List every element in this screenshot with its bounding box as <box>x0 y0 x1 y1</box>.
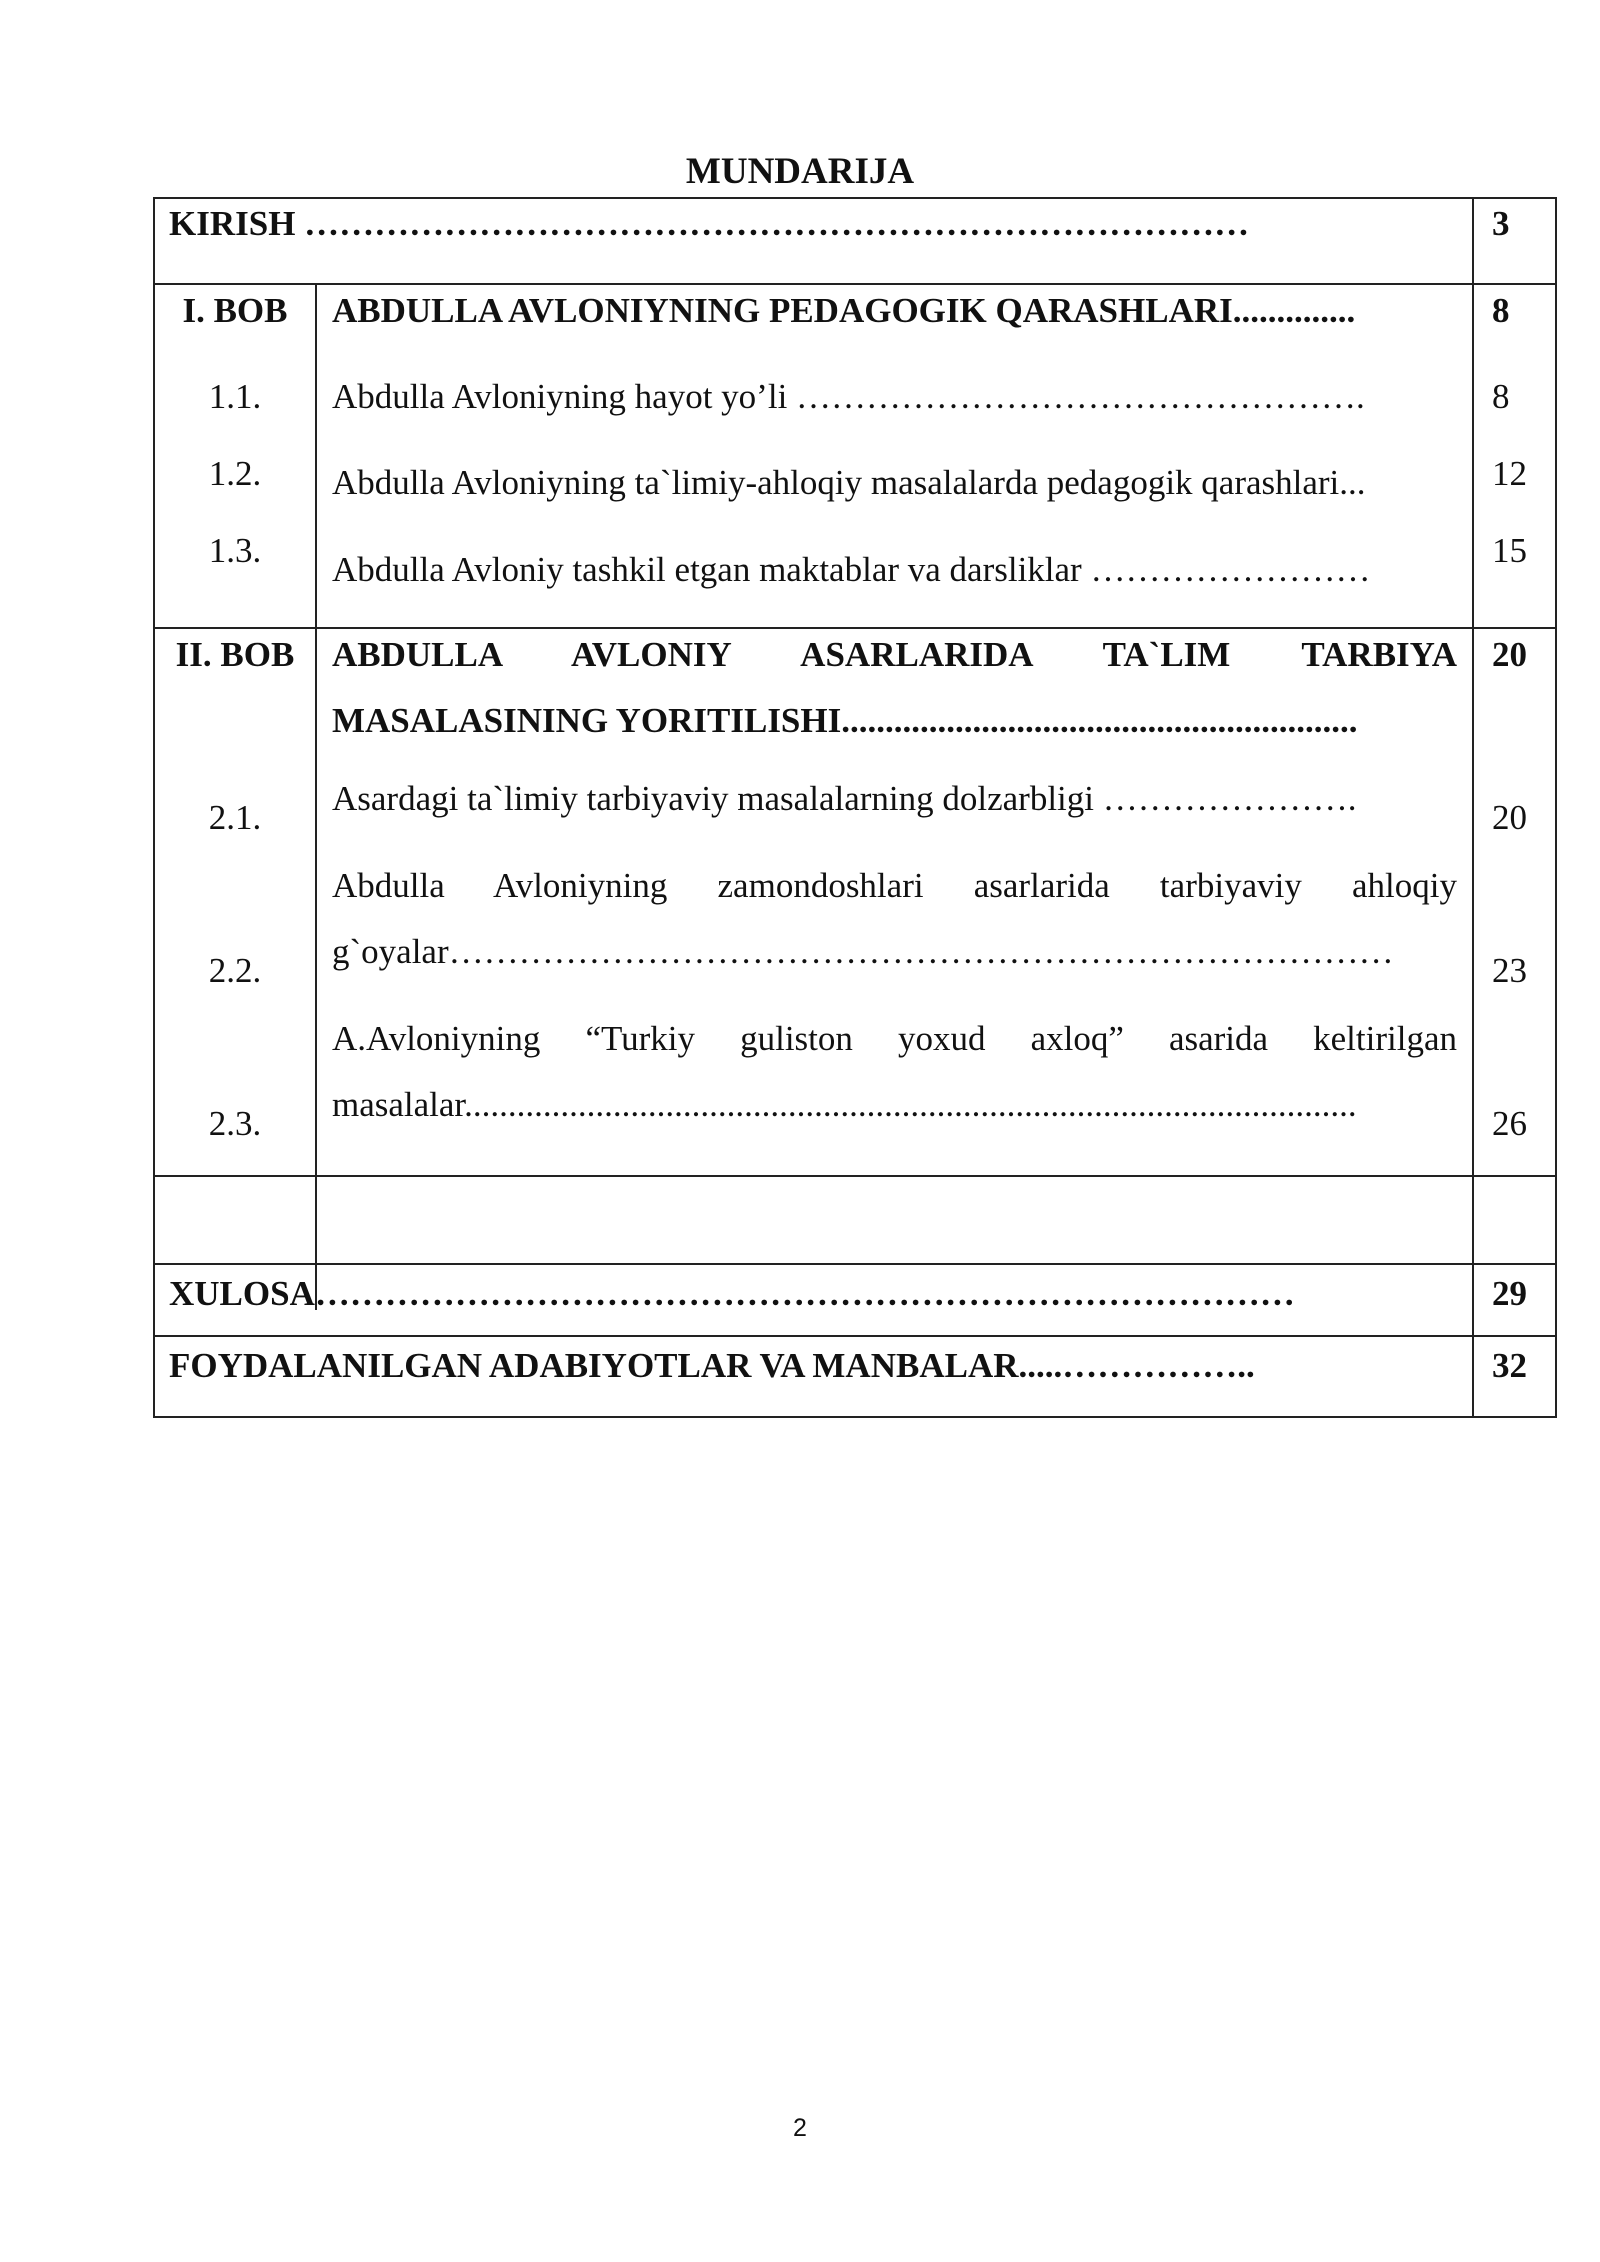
section-number: 2.3. <box>208 1104 262 1143</box>
table-of-contents <box>153 197 1557 1418</box>
section-page: 23 <box>1492 951 1527 990</box>
toc-entry-kirish: KIRISH ……………………………………………………………………… <box>169 204 1250 243</box>
toc-page-xulosa: 29 <box>1492 1274 1527 1313</box>
section-page: 12 <box>1492 454 1527 493</box>
section-number: 2.2. <box>208 951 262 990</box>
toc-entry-adabiyotlar: FOYDALANILGAN ADABIYOTLAR VA MANBALAR.....…………….. <box>169 1346 1255 1385</box>
row-divider <box>155 1335 1555 1337</box>
section-page: 26 <box>1492 1104 1527 1143</box>
chapter-1-title: ABDULLA AVLONIYNING PEDAGOGIK QARASHLARI.............. <box>332 291 1356 330</box>
section-page: 8 <box>1492 377 1510 416</box>
chapter-1-number: I. BOB <box>182 291 288 330</box>
section-page: 15 <box>1492 531 1527 570</box>
column-divider-number <box>315 285 317 1310</box>
row-divider <box>155 1263 1555 1265</box>
chapter-2-title: ABDULLA AVLONIY ASARLARIDA TA`LIM TARBIYA MASALASINING YORITILISHI........................................................... <box>332 635 1457 740</box>
section-title: Abdulla Avloniy tashkil etgan maktablar va darsliklar …………………… <box>332 550 1371 589</box>
toc-page-kirish: 3 <box>1492 204 1510 243</box>
section-number: 2.1. <box>208 798 262 837</box>
toc-page-adabiyotlar: 32 <box>1492 1346 1527 1385</box>
section-title: A.Avloniyning “Turkiy guliston yoxud axloq” asarida keltirilgan masalalar...................................................................................................... <box>332 1019 1457 1124</box>
chapter-2-page: 20 <box>1492 635 1527 674</box>
section-number: 1.3. <box>208 531 262 570</box>
column-divider-page <box>1472 199 1474 1418</box>
toc-entry-xulosa: XULOSA………………………………………………………………………… <box>169 1274 1295 1313</box>
section-title: Asardagi ta`limiy tarbiyaviy masalalarning dolzarbligi …………………. <box>332 779 1357 818</box>
section-title: Abdulla Avloniyning hayot yo’li …………………………………………. <box>332 377 1365 416</box>
section-number: 1.2. <box>208 454 262 493</box>
chapter-1-page: 8 <box>1492 291 1510 330</box>
section-title: Abdulla Avloniyning zamondoshlari asarlarida tarbiyaviy ahloqiy g`oyalar……………………………………………………………………… <box>332 866 1457 971</box>
page-title: MUNDARIJA <box>685 151 915 192</box>
section-page: 20 <box>1492 798 1527 837</box>
page-number: 2 <box>793 2114 807 2142</box>
section-title: Abdulla Avloniyning ta`limiy-ahloqiy masalalarda pedagogik qarashlari... <box>332 463 1366 502</box>
chapter-2-number: II. BOB <box>175 635 295 674</box>
row-divider <box>155 1175 1555 1177</box>
section-number: 1.1. <box>208 377 262 416</box>
row-divider <box>155 283 1555 285</box>
